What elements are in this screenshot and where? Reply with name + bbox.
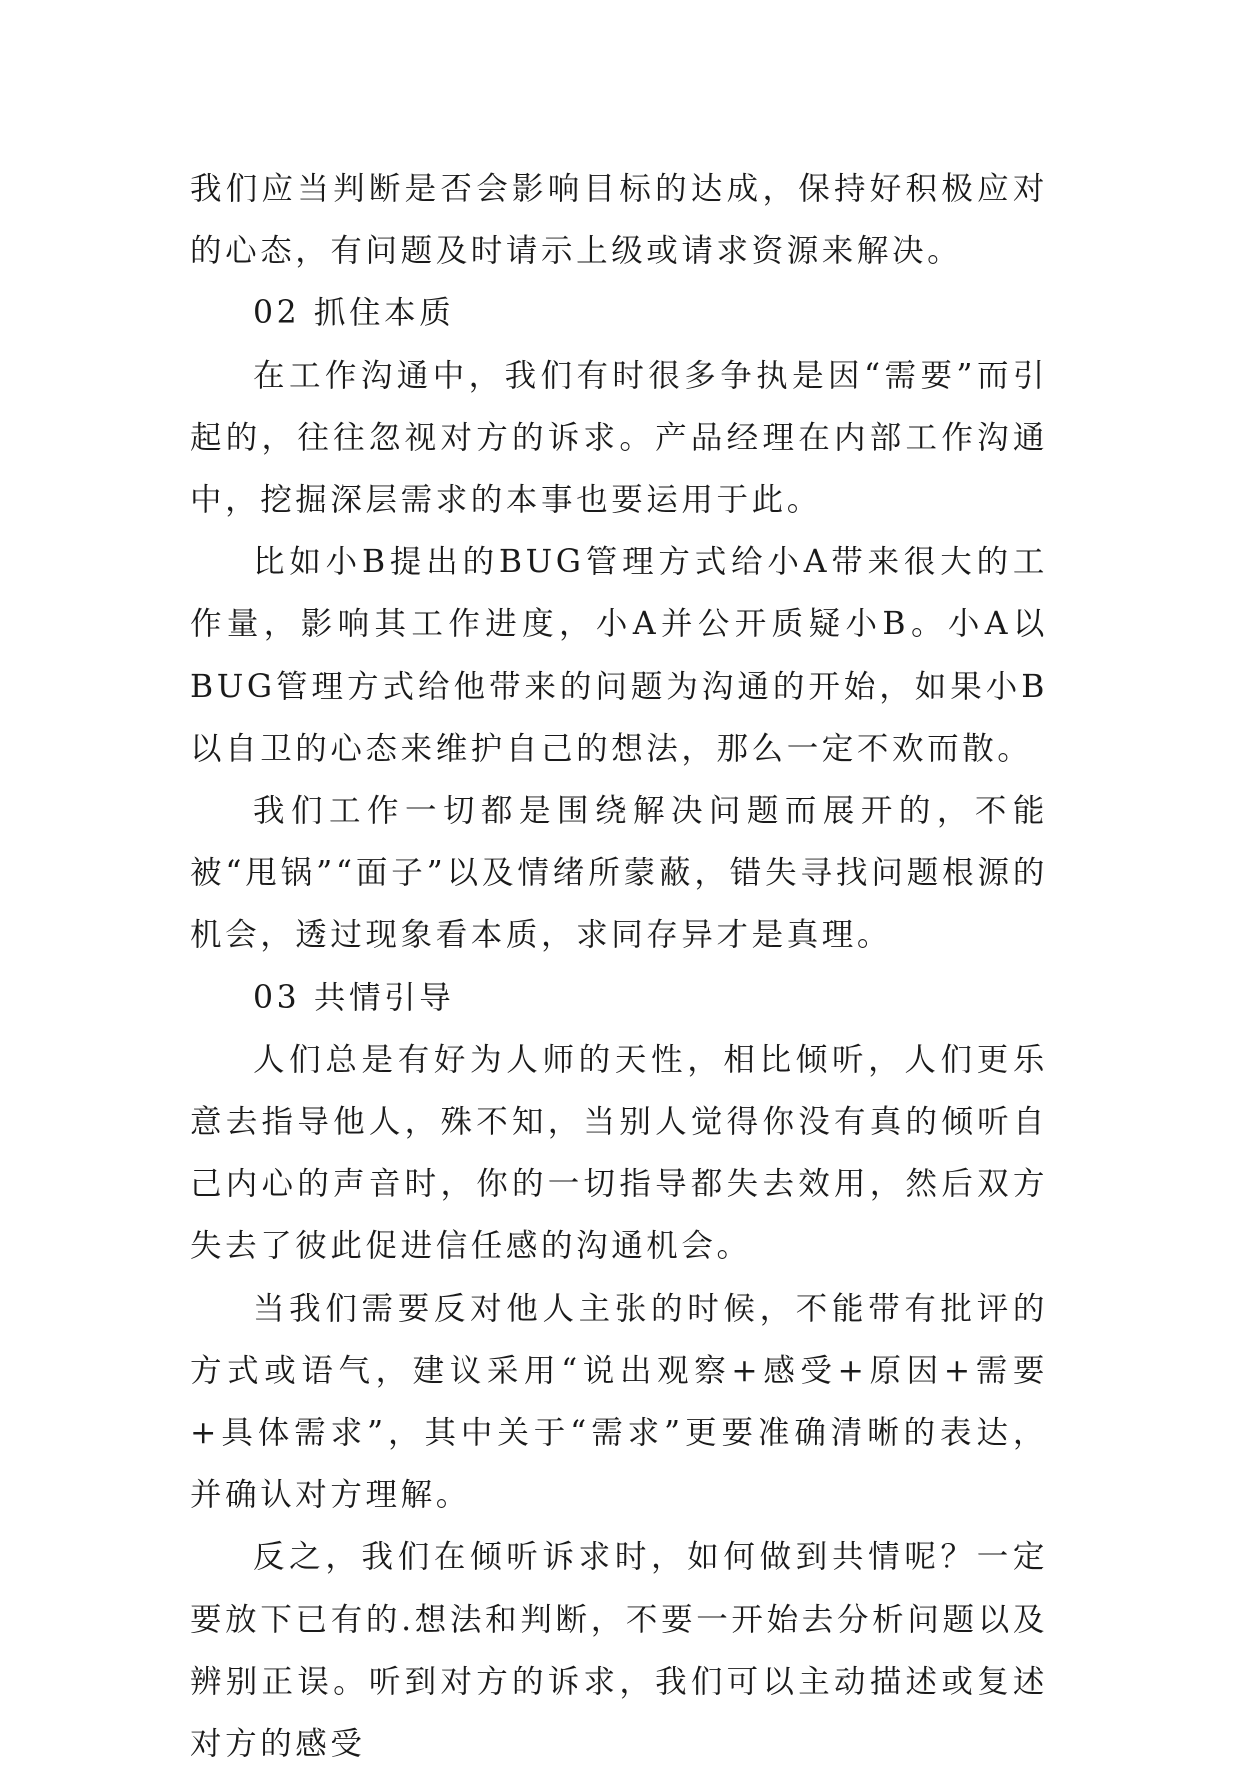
paragraph: 比如小B提出的BUG管理方式给小A带来很大的工作量，影响其工作进度，小A并公开质疑小B。小A以BUG管理方式给他带来的问题为沟通的开始，如果小B以自卫的心态来维护自己的想法，那么一定不欢而散。	[190, 544, 1048, 767]
paragraph: 当我们需要反对他人主张的时候，不能带有批评的方式或语气，建议采用“说出观察+感受+原因+需要+具体需求”，其中关于“需求”更要准确清晰的表达，并确认对方理解。	[190, 1290, 1048, 1514]
paragraph: 在工作沟通中，我们有时很多争执是因“需要”而引起的，往往忽视对方的诉求。产品经理在内部工作沟通中，挖掘深层需求的本事也要运用于此。	[190, 357, 1048, 519]
paragraph: 反之，我们在倾听诉求时，如何做到共情呢？一定要放下已有的.想法和判断，不要一开始去分析问题以及辨别正误。听到对方的诉求，我们可以主动描述或复述对方的感受	[190, 1539, 1048, 1763]
section-heading-02: 02 抓住本质	[253, 295, 455, 332]
paragraph-continued: 我们应当判断是否会影响目标的达成，保持好积极应对的心态，有问题及时请示上级或请求资源来解决。	[190, 171, 1048, 270]
section-heading-03: 03 共情引导	[253, 979, 455, 1016]
document-page	[190, 158, 1048, 1775]
paragraph: 人们总是有好为人师的天性，相比倾听，人们更乐意去指导他人，殊不知，当别人觉得你没有真的倾听自己内心的声音时，你的一切指导都失去效用，然后双方失去了彼此促进信任感的沟通机会。	[190, 1041, 1048, 1265]
paragraph: 我们工作一切都是围绕解决问题而展开的，不能被“甩锅”“面子”以及情绪所蒙蔽，错失寻找问题根源的机会，透过现象看本质，求同存异才是真理。	[190, 793, 1048, 954]
